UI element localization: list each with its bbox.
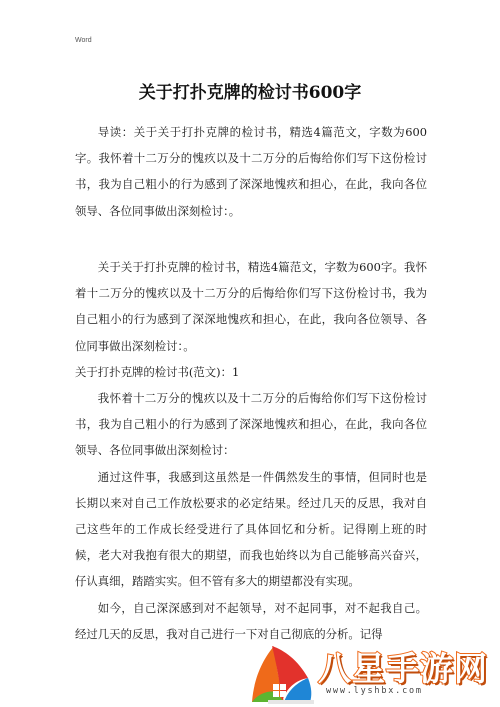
section-heading: 关于打扑克牌的检讨书(范文)：1 bbox=[75, 364, 240, 379]
brand-url: www.lyshbx.com bbox=[326, 686, 423, 696]
site-watermark bbox=[246, 636, 500, 707]
brand-text: 八星手游网 bbox=[318, 649, 488, 688]
intro-block bbox=[75, 119, 427, 224]
body-paragraph-4: 如今，自己深深感到对不起领导，对不起同事，对不起我自己。经过几天的反思，我对自己进行一下对自己彻底的分析。记得 bbox=[75, 600, 427, 641]
body-paragraph-2: 我怀着十二万分的愧疚以及十二万分的后悔给你们写下这份检讨书，我为自己粗小的行为感到了深深地愧疚和担心，在此，我向各位领导、各位同事做出深刻检讨： bbox=[75, 391, 427, 458]
header-app-label: Word bbox=[75, 37, 92, 44]
intro-paragraph: 导读：关于关于打扑克牌的检讨书，精选4篇范文，字数为600字。我怀着十二万分的愧疚以及十二万分的后悔给你们写下这份检讨书，我为自己粗小的行为感到了深深地愧疚和担心，在此，我向各位领导、各位同事做出深刻检讨：。 bbox=[75, 125, 427, 218]
document-title: 关于打扑克牌的检讨书600字 bbox=[138, 83, 362, 103]
body-paragraph-1: 关于关于打扑克牌的检讨书，精选4篇范文，字数为600字。我怀着十二万分的愧疚以及十二万分的后悔给你们写下这份检讨书，我为自己粗小的行为感到了深深地愧疚和担心，在此，我向各位领导、各位同事做出深刻检讨：。 bbox=[75, 260, 427, 353]
brand-logo-icon bbox=[246, 636, 316, 707]
body-paragraph-3: 通过这件事，我感到这虽然是一件偶然发生的事情，但同时也是长期以来对自己工作放松要求的必定结果。经过几天的反思，我对自己这些年的工作成长经受进行了具体回忆和分析。记得刚上班的时候，老大对我抱有很大的期望，而我也始终以为自己能够高兴奋兴，仔认真细，踏踏实实。但不管有多大的期望都没有实现。 bbox=[75, 469, 427, 589]
body-block bbox=[75, 254, 427, 647]
